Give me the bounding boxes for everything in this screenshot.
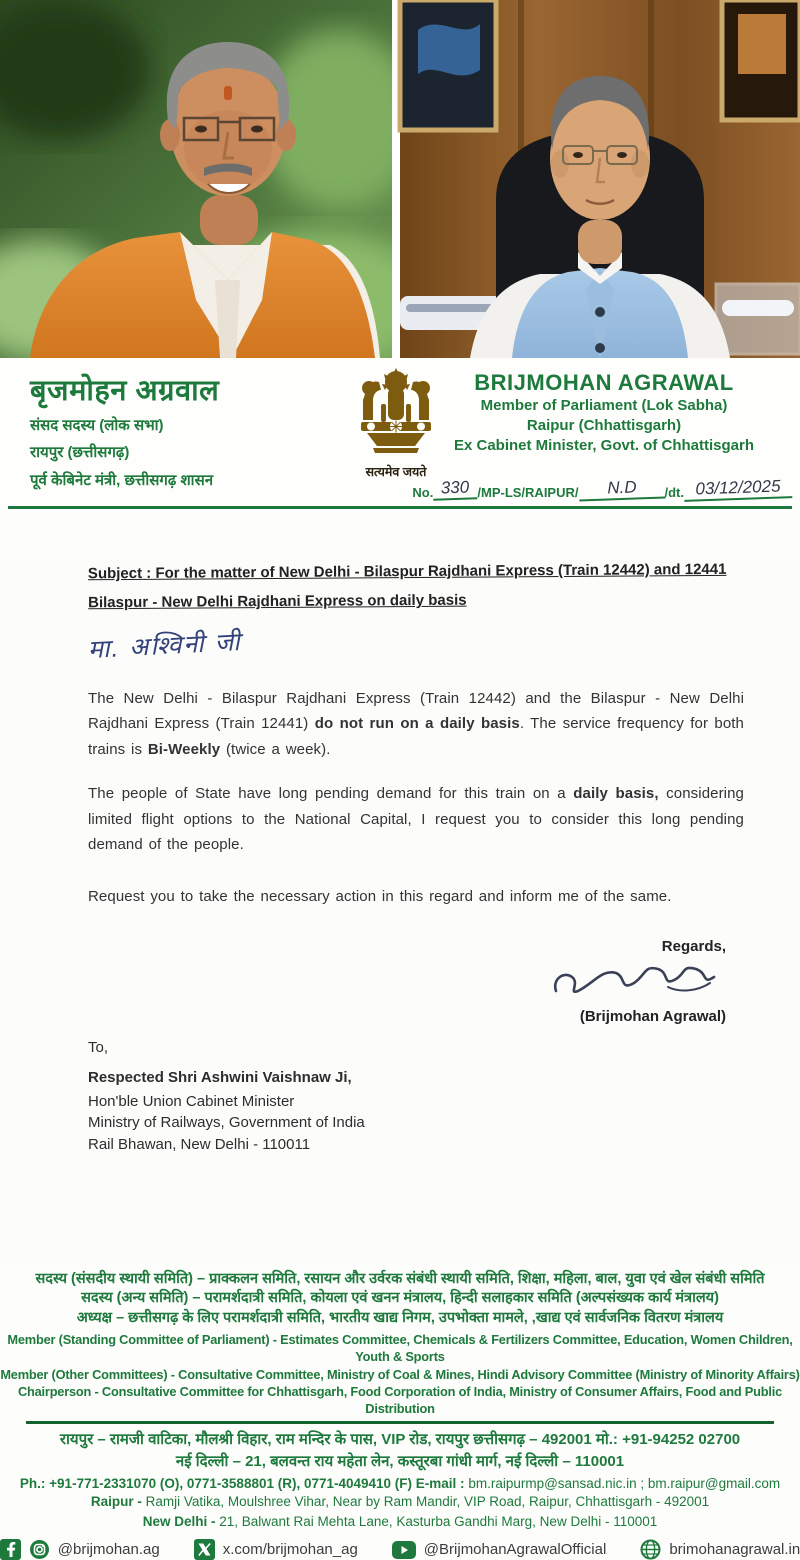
raipur-label: Raipur -	[90, 1493, 146, 1509]
english-line-1: Member of Parliament (Lok Sabha)	[480, 397, 728, 414]
facebook-instagram-group	[0, 1539, 160, 1560]
p1-seg3-bold: Bi-Weekly	[147, 741, 221, 759]
p2-seg2: considering limited flight options to the National Capital, I request you to consider this long pending demand of the people.	[88, 784, 744, 854]
email-label: E-mail :	[412, 1475, 469, 1491]
delhi-address: 21, Balwant Rai Mehta Lane, Kasturba Gandhi Marg, New Delhi - 110001	[219, 1514, 658, 1530]
p1-seg0: The New Delhi - Bilaspur Rajdhani Express (Train 12442) and the Bilaspur - New Delhi Rajdhani Express (Train 12441)	[88, 689, 744, 733]
english-committee-line-2: Member (Other Committees) - Consultative Committee, Ministry of Coal & Mines, Hindi Advisory Committee (Ministry of Minority Affairs)	[0, 1366, 800, 1382]
x-twitter-icon	[194, 1539, 215, 1560]
ref-no-handwritten: 330	[433, 477, 478, 501]
english-committee-line-1: Member (Standing Committee of Parliament) - Estimates Committee, Chemicals & Fertilizers Committee, Education, Women Children, Youth & Sports	[7, 1332, 793, 1364]
x-handle: x.com/brijmohan_ag	[222, 1541, 358, 1559]
letterhead-english-block	[418, 370, 790, 455]
p1-seg1-bold: do not run on a daily basis	[314, 715, 520, 733]
handwritten-annotation: मा. अश्विनी जी	[87, 627, 243, 664]
addressee-line-3: Rail Bhawan, New Delhi - 110011	[88, 1136, 311, 1154]
instagram-icon	[29, 1539, 50, 1560]
letterhead-hindi-block	[30, 370, 219, 491]
social-media-row	[0, 1539, 800, 1560]
p1-seg2: . The service frequency for both trains is	[88, 715, 744, 759]
ref-date-handwritten: 03/12/2025	[684, 476, 793, 502]
raipur-address: Ramji Vatika, Moulshree Vihar, Near by Ram Mandir, VIP Road, Raipur, Chhattisgarh - 492001	[145, 1493, 710, 1509]
addressee-name: Respected Shri Ashwini Vaishnaw Ji,	[88, 1068, 352, 1086]
ref-series-label: /MP-LS/RAIPUR/	[477, 485, 579, 500]
addressee-line-1: Hon'ble Union Cabinet Minister	[88, 1092, 295, 1110]
ref-date-label: /dt.	[664, 485, 684, 500]
header-photos	[0, 0, 800, 358]
letter-body	[0, 557, 800, 1264]
emblem-caption: सत्यमेव जयते	[365, 465, 427, 479]
x-group	[194, 1539, 358, 1560]
reference-number-row	[412, 478, 792, 500]
p2-seg0: The people of State have long pending demand for this train on a	[88, 784, 574, 802]
paragraph-1	[88, 686, 744, 763]
hindi-line-3: पूर्व केबिनेट मंत्री, छत्तीसगढ़ शासन	[30, 471, 214, 489]
hindi-committee-line-1: सदस्य (संसदीय स्थायी समिति) – प्राक्कलन समिति, रसायन और उर्वरक संबंधी स्थायी समिति, शिक्षा, महिला, बाल, युवा एवं खेल संबंधी समिति	[35, 1271, 765, 1287]
hindi-line-1: संसद सदस्य (लोक सभा)	[30, 417, 164, 434]
english-name: BRIJMOHAN AGRAWAL	[474, 370, 734, 395]
phone-email-line	[0, 1476, 800, 1491]
brijmohan-portrait-illustration	[0, 0, 392, 358]
to-label: To,	[88, 1039, 109, 1057]
hindi-name: बृजमोहन अग्रवाल	[30, 375, 220, 407]
hindi-committee-line-3: अध्यक्ष – छत्तीसगढ़ के लिए परामर्शदात्री समिति, भारतीय खाद्य निगम, उपभोक्ता मामले, ,खाद्य एवं सार्वजनिक वितरण मंत्रालय	[76, 1309, 724, 1326]
letterhead-divider-line	[8, 506, 792, 509]
youtube-group	[392, 1541, 607, 1559]
photo-ashwini-vaishnaw	[400, 0, 800, 358]
addressee-line-2: Ministry of Railways, Government of India	[88, 1114, 365, 1132]
paragraph-3: Request you to take the necessary action in this regard and inform me of the same.	[88, 888, 672, 906]
regards-text: Regards,	[661, 938, 726, 956]
signature-block	[88, 938, 744, 1025]
hindi-line-2: रायपुर (छत्तीसगढ़)	[30, 444, 130, 462]
website-group	[640, 1539, 800, 1560]
facebook-instagram-handle: @brijmohan.ag	[57, 1541, 160, 1559]
signature-scribble	[550, 957, 720, 1003]
ref-no-label: No.	[412, 485, 434, 500]
footer-divider-line	[26, 1421, 774, 1424]
p2-seg1-bold: daily basis,	[573, 784, 659, 802]
paragraph-2	[88, 781, 744, 858]
photo-brijmohan-agrawal	[0, 0, 392, 358]
facebook-icon	[0, 1539, 21, 1560]
subject-line: Subject : For the matter of New Delhi - Bilaspur Rajdhani Express (Train 12442) and 12441 Bilaspur - New Delhi Rajdhani Express on daily basis	[87, 560, 727, 612]
english-address-delhi	[0, 1513, 800, 1531]
addressee-block	[88, 1037, 744, 1156]
p1-seg4: (twice a week).	[220, 741, 331, 759]
globe-www-icon	[640, 1539, 661, 1560]
english-line-3: Ex Cabinet Minister, Govt. of Chhattisgarh	[453, 436, 755, 454]
ashwini-portrait-illustration	[400, 0, 800, 358]
english-line-2: Raipur (Chhattisgarh)	[526, 416, 682, 434]
ref-mid-handwritten: N.D	[578, 477, 665, 502]
email-addresses: bm.raipurmp@sansad.nic.in ; bm.raipur@gmail.com	[468, 1475, 781, 1491]
hindi-committee-line-2: सदस्य (अन्य समिति) – परामर्शदात्री समिति, कोयला एवं खनन मंत्रालय, हिन्दी सलाहकार समिति (अल्पसंख्यक कार्य मंत्रालय)	[81, 1290, 719, 1307]
hindi-address-line-1: रायपुर – रामजी वाटिका, मौलश्री विहार, राम मन्दिर के पास, VIP रोड, रायपुर छत्तीसगढ़ – 492001 मो.: +91-94252 02700	[59, 1431, 741, 1449]
youtube-icon	[392, 1541, 416, 1559]
youtube-handle: @BrijmohanAgrawalOfficial	[423, 1541, 607, 1559]
signatory-name: (Brijmohan Agrawal)	[579, 1008, 726, 1026]
website-url: brimohanagrawal.in	[669, 1541, 800, 1559]
delhi-label: New Delhi -	[142, 1514, 220, 1530]
letterhead	[0, 358, 800, 506]
english-address-raipur	[0, 1493, 800, 1511]
letterhead-footer	[0, 1264, 800, 1560]
hindi-address-line-2: नई दिल्ली – 21, बलवन्त राय महेता लेन, कस्तूरबा गांधी मार्ग, नई दिल्ली – 110001	[175, 1453, 625, 1471]
phone-numbers: Ph.: +91-771-2331070 (O), 0771-3588801 (R), 0771-4049410 (F)	[19, 1475, 413, 1491]
english-committee-line-3: Chairperson - Consultative Committee for Chhattisgarh, Food Corporation of India, Ministry of Consumer Affairs, Food and Public Distribution	[17, 1384, 782, 1416]
english-committee-block	[0, 1332, 800, 1417]
